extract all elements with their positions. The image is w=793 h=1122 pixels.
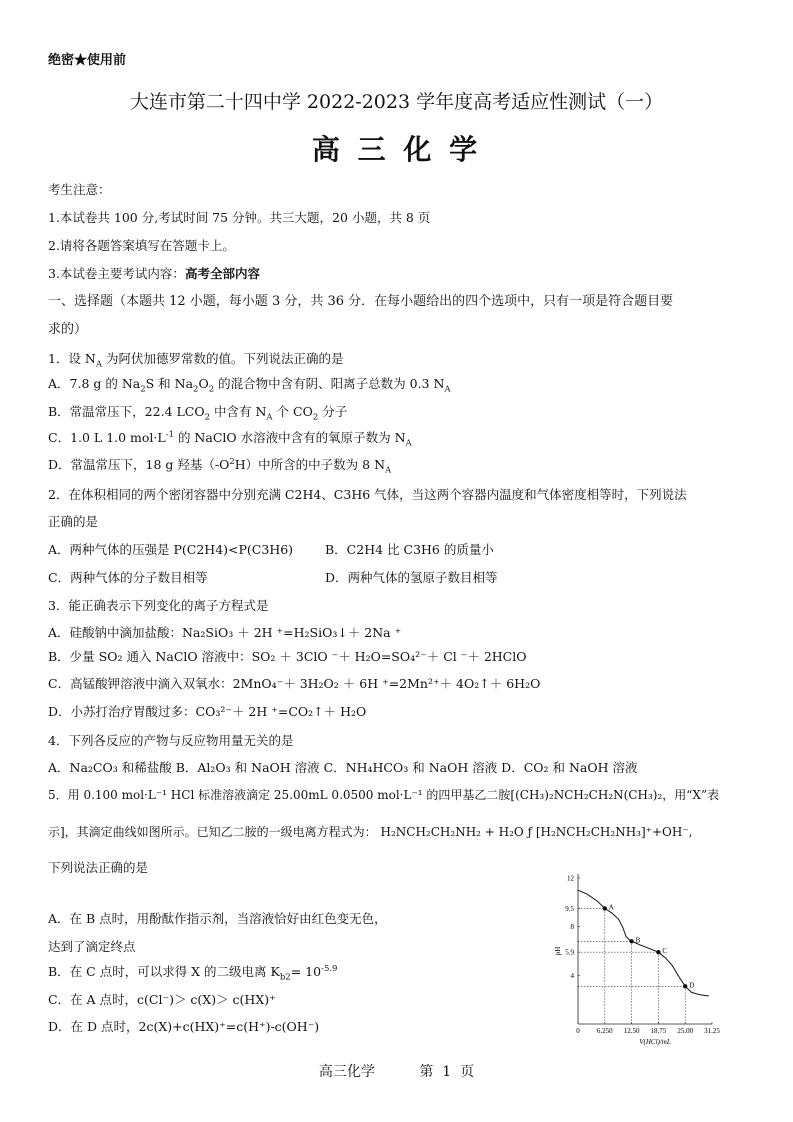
q5-option-c: C．在 A 点时，c(Cl⁻)＞ c(X)＞ c(HX)⁺ [48,992,276,1007]
x-tick-label: 31.25 [704,1027,720,1035]
q2-stem-cont: 正确的是 [48,514,99,529]
notice-item-2: 2.请将各题答案填写在答题卡上。 [48,238,235,253]
q3-option-a: A．硅酸钠中滴加盐酸：Na₂SiO₃ ＋ 2H ⁺=H₂SiO₃↓＋ 2Na ⁺ [48,625,402,640]
q5-option-b: B．在 C 点时，可以求得 X 的二级电离 $K_{b2}= 10^{-5.9}$ [48,963,338,983]
q3-stem: 3．能正确表示下列变化的离子方程式是 [48,598,269,613]
titration-curve [578,890,709,996]
q1-option-c: C．1.0 L 1.0 $mol\cdot L^{-1}$ 的 NaClO 水溶液中含有的氧原子数为 $N_A$ [48,429,412,449]
q3-option-d: D．小苏打治疗胃酸过多：CO₃²⁻＋ 2H ⁺=CO₂↑＋ H₂O [48,704,367,719]
notice-item-1: 1.本试卷共 100 分,考试时间 75 分钟。共三大题，20 小题，共 8 页 [48,210,431,225]
y-tick-label: 9.5 [565,904,574,913]
point-label-d: D [689,981,695,990]
notice-item-3-prefix: 3.本试卷主要考试内容： [48,266,185,281]
x-axis-label: V(HCl)/mL [639,1038,671,1046]
q4-stem: 4．下列各反应的产物与反应物用量无关的是 [48,733,294,748]
x-tick-label: 0 [576,1027,580,1035]
y-tick-label: 12 [567,874,574,883]
point-label-b: B [635,936,641,945]
q5-option-a: A．在 B 点时，用酚酞作指示剂，当溶液恰好由红色变无色， [48,911,387,926]
point-b [629,939,633,943]
titration-curve-chart [552,866,752,1056]
q3-option-b: B．少量 SO₂ 通入 NaClO 溶液中：SO₂ ＋ 3ClO ⁻＋ H₂O=SO₄²⁻＋ Cl ⁻＋ 2HClO [48,649,527,664]
q5-stem-end: 下列说法正确的是 [48,860,149,875]
exam-title: 大连市第二十四中学 2022-2023 学年度高考适应性测试（一） [129,91,664,113]
y-axis-label: pH [554,946,562,956]
q1-option-d: D．常温常压下，18 g 羟基$(-O^2H)$中所含的中子数为 8 $N_A$ [48,456,392,476]
secret-label: 绝密★使用前 [48,53,127,68]
point-label-c: C [662,947,668,956]
point-d [683,984,687,988]
q2-option-c: C．两种气体的分子数目相等 [48,570,208,585]
q1-option-a: A．7.8 g 的 $Na_2S$ 和 $Na_2O_2$ 的混合物中含有阴、阳离子总数为 0.3 $N_A$ [48,376,451,395]
section1-heading-cont: 求的） [48,322,88,337]
notice-heading: 考生注意： [48,182,111,197]
section1-heading: 一、选择题（本题共 12 小题，每小题 3 分，共 36 分．在每小题给出的四个选项中，只有一项是符合题目要 [48,294,674,309]
y-tick-label: 4 [570,971,574,980]
q1-stem: 1．设 $N_A$ 为阿伏加德罗常数的值。下列说法正确的是 [48,351,344,370]
q5-stem: 5．用 0.100 mol·L⁻¹ HCl 标准溶液滴定 25.00mL 0.0500 mol·L⁻¹ 的四甲基乙二胺[(CH₃)₂NCH₂CH₂N(CH₃)₂，用“X”表 [48,788,720,802]
y-tick-label: 5.9 [565,948,574,957]
page-footer: 高三化学 第 1 页 [318,1064,475,1080]
notice-item-3 [48,266,260,282]
x-tick-label: 18.75 [650,1027,667,1035]
y-tick-label: 8 [570,923,574,932]
q2-option-d: D．两种气体的氢原子数目相等 [325,570,498,585]
notice-item-3-bold: 高考全部内容 [184,266,260,281]
q5-stem-cont: 示]，其滴定曲线如图所示。已知乙二胺的一级电离方程式为： H₂NCH₂CH₂NH₂ + H₂O ƒ [H₂NCH₂CH₂NH₃]⁺+OH⁻, [48,825,693,839]
q2-option-a: A．两种气体的压强是 P(C2H4)<P(C3H6) [48,542,294,557]
q5-option-d: D．在 D 点时，2c(X)+c(HX)⁺=c(H⁺)-c(OH⁻) [48,1019,320,1034]
point-c [656,950,660,954]
q1-option-b: B．常温常压下，22.4 $LCO_2$ 中含有 $N_A$ 个 $CO_2$ 分子 [48,404,348,423]
point-label-a: A [608,903,614,912]
x-tick-label: 25.00 [677,1027,694,1035]
q5-option-a-cont: 达到了滴定终点 [48,939,136,954]
point-a [603,906,607,910]
x-tick-label: 6.250 [596,1027,613,1035]
q2-stem: 2．在体积相同的两个密闭容器中分别充满 C2H4、C3H6 气体，当这两个容器内温度和气体密度相等时，下列说法 [48,487,687,502]
q4-options: A．Na₂CO₃ 和稀盐酸 B．Al₂O₃ 和 NaOH 溶液 C．NH₄HCO₃ 和 NaOH 溶液 D．CO₂ 和 NaOH 溶液 [48,760,638,775]
q2-option-b: B．C2H4 比 C3H6 的质量小 [325,542,494,557]
subject-title: 高 三 化 学 [311,133,482,166]
x-tick-label: 12.50 [623,1027,640,1035]
q3-option-c: C．高锰酸钾溶液中滴入双氧水：2MnO₄⁻＋ 3H₂O₂ ＋ 6H ⁺=2Mn²⁺＋ 4O₂↑＋ 6H₂O [48,676,541,691]
